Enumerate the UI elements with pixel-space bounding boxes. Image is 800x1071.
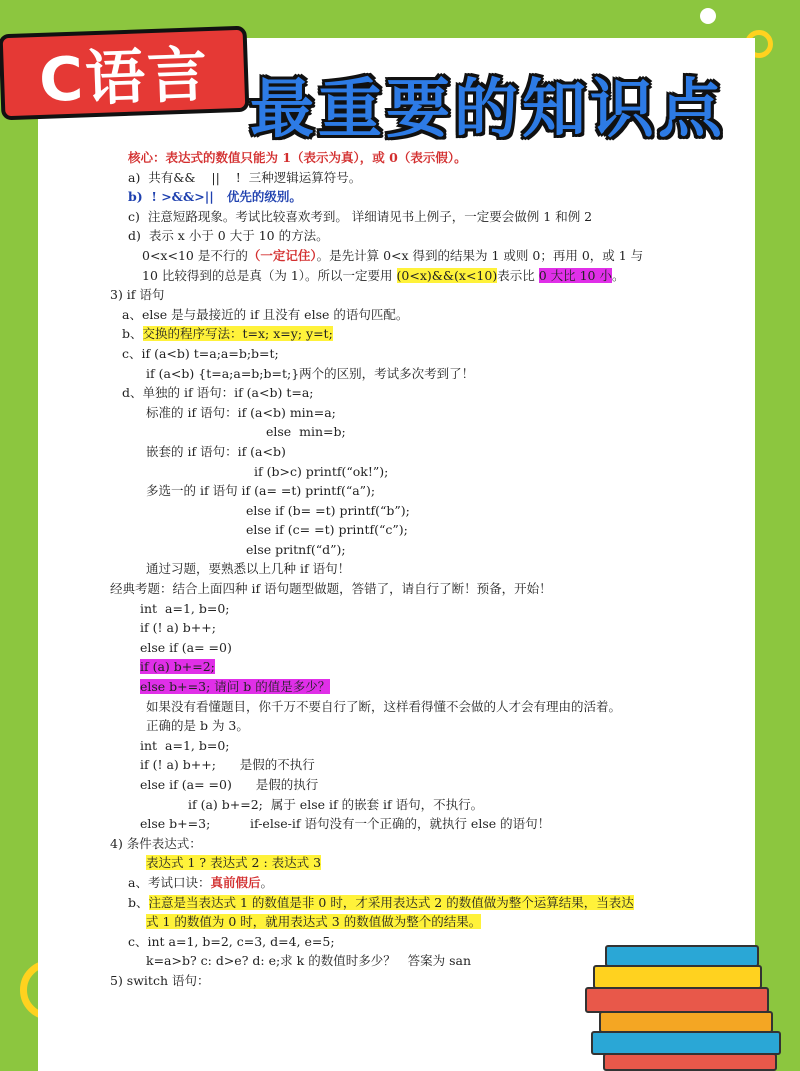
note-line [88,618,728,638]
note-text: 4) 条件表达式： [110,835,202,851]
book-top [605,945,759,967]
note-text: 0 大比 10 小 [538,267,612,283]
page-title-text: 最重要的知识点 [250,73,726,147]
note-line [88,383,728,403]
note-text: 交换的程序写法：t=x; x=y; y=t; [142,326,333,342]
note-text: else if (b= =t) printf(“b”); [246,502,410,518]
note-text: b、 [122,326,143,342]
note-line [88,677,728,697]
note-text: if (a<b) {t=a;a=b;b=t;}两个的区别，考试多次考到了！ [146,365,475,381]
note-line [88,266,728,286]
note-text: a、else 是与最接近的 if 且没有 else 的语句匹配。 [122,306,409,322]
book-bottom [603,1053,777,1071]
note-line [88,893,728,913]
note-line [88,559,728,579]
note-text: if (! a) b++; 是假的不执行 [140,757,315,773]
note-line [88,873,728,893]
note-text: if (a) b+=2; [140,659,215,675]
decor-dot-white [700,8,716,24]
note-text: 10 比较得到的总是真（为 1）。所以一定要用 [142,267,397,283]
note-text: if (b>c) printf(“ok!”); [254,463,389,479]
note-line [88,657,728,677]
note-text: c、if (a<b) t=a;a=b;b=t; [122,345,279,361]
note-text: 标准的 if 语句：if (a<b) min=a; [146,404,336,420]
notes-body [88,148,728,991]
note-line [88,226,728,246]
note-text: a、考试口诀： [128,874,211,890]
note-line [88,207,728,227]
note-text: else b+=3; if-else-if 语句没有一个正确的，就执行 else 的语句！ [140,816,551,832]
note-text: 经典考题：结合上面四种 if 语句题型做题，答错了，请自行了断！预备，开始！ [110,581,552,597]
note-line [88,285,728,305]
note-text: else min=b; [266,424,346,440]
page-title [250,60,790,148]
note-text: d) 表示 x 小于 0 大于 10 的方法。 [128,228,329,244]
note-line [88,540,728,560]
book-2 [593,965,762,989]
note-text: 表达式 1 ? 表达式 2 : 表达式 3 [146,855,322,871]
note-line [88,853,728,873]
note-text: if (! a) b++; [140,620,216,636]
note-text: else if (c= =t) printf(“c”); [246,522,408,538]
note-text: 真前假后 [210,874,261,890]
note-text: 核心：表达式的数值只能为 1（表示为真），或 0（表示假）。 [128,150,467,165]
note-line [88,501,728,521]
note-line [88,912,728,932]
note-text: 表示比 [497,267,539,283]
note-line [88,344,728,364]
note-text: d、单独的 if 语句：if (a<b) t=a; [122,385,314,401]
note-text: 0<x<10 是不行的 [142,247,248,263]
note-text: 正确的是 b 为 3。 [146,718,249,734]
note-text: 。 [611,267,625,283]
note-text: k=a>b? c: d>e? d: e;求 k 的数值时多少？ 答案为 san [146,953,472,969]
note-line [88,168,728,188]
note-text: 注意是当表达式 1 的数值是非 0 时，才采用表达式 2 的数值做为整个运算结果，当表达 [148,894,634,910]
note-text: （一定记住） [247,247,317,263]
note-text: 。 [260,874,273,890]
note-text: 嵌套的 if 语句：if (a<b) [146,443,286,459]
note-line [88,795,728,815]
note-text: 5) switch 语句： [110,972,210,988]
book-4 [599,1011,773,1033]
note-line [88,579,728,599]
note-line [88,775,728,795]
note-text: else if (a= =0) 是假的执行 [140,777,319,792]
note-line [88,736,728,756]
note-line [88,148,728,168]
note-text: int a=1, b=0; [140,737,230,753]
note-line [88,442,728,462]
note-line [88,324,728,344]
note-line [88,755,728,775]
note-text: 式 1 的数值为 0 时，就用表达式 3 的数值做为整个的结果。 [146,914,482,930]
note-text: 如果没有看懂题目，你千万不要自行了断，这样看得懂不会做的人才会有理由的活着。 [146,698,622,714]
note-line [88,520,728,540]
note-line [88,403,728,423]
note-text: else b+=3; 请问 b 的值是多少？ [140,679,331,695]
note-line [88,246,728,266]
title-badge [0,26,249,121]
note-line [88,187,728,207]
note-line [88,364,728,384]
note-text: 通过习题，要熟悉以上几种 if 语句！ [146,561,351,577]
note-line [88,814,728,834]
note-line [88,697,728,717]
book-5 [591,1031,781,1055]
note-text: b、 [128,894,149,910]
note-text: 多选一的 if 语句 if (a= =t) printf(“a”); [146,483,376,499]
note-line [88,462,728,482]
note-line [88,481,728,501]
note-line [88,305,728,325]
note-text: b) ! >&&>|| 优先的级别。 [128,189,302,205]
note-line [88,716,728,736]
note-line [88,422,728,442]
note-text: if (a) b+=2; 属于 else if 的嵌套 if 语句，不执行。 [188,796,484,812]
note-line [88,599,728,619]
book-3 [585,987,769,1013]
note-text: 。是先计算 0<x 得到的结果为 1 或则 0；再用 0，或 1 与 [316,247,644,263]
note-text: (0<x)&&(x<10) [396,267,498,283]
note-text: c、int a=1, b=2, c=3, d=4, e=5; [128,933,335,949]
books-illustration [585,945,785,1069]
note-text: else if (a= =0) [140,639,232,655]
note-text: 3) if 语句 [110,287,165,303]
note-line [88,834,728,854]
note-text: int a=1, b=0; [140,600,230,616]
note-text: c) 注意短路现象。考试比较喜欢考到。 详细请见书上例子，一定要会做例 1 和例 2 [128,208,593,224]
note-text: a) 共有&& || ! 三种逻辑运算符号。 [128,169,362,185]
note-line [88,638,728,658]
title-badge-text: C语言 [37,40,211,116]
note-text: else pritnf(“d”); [246,541,346,557]
